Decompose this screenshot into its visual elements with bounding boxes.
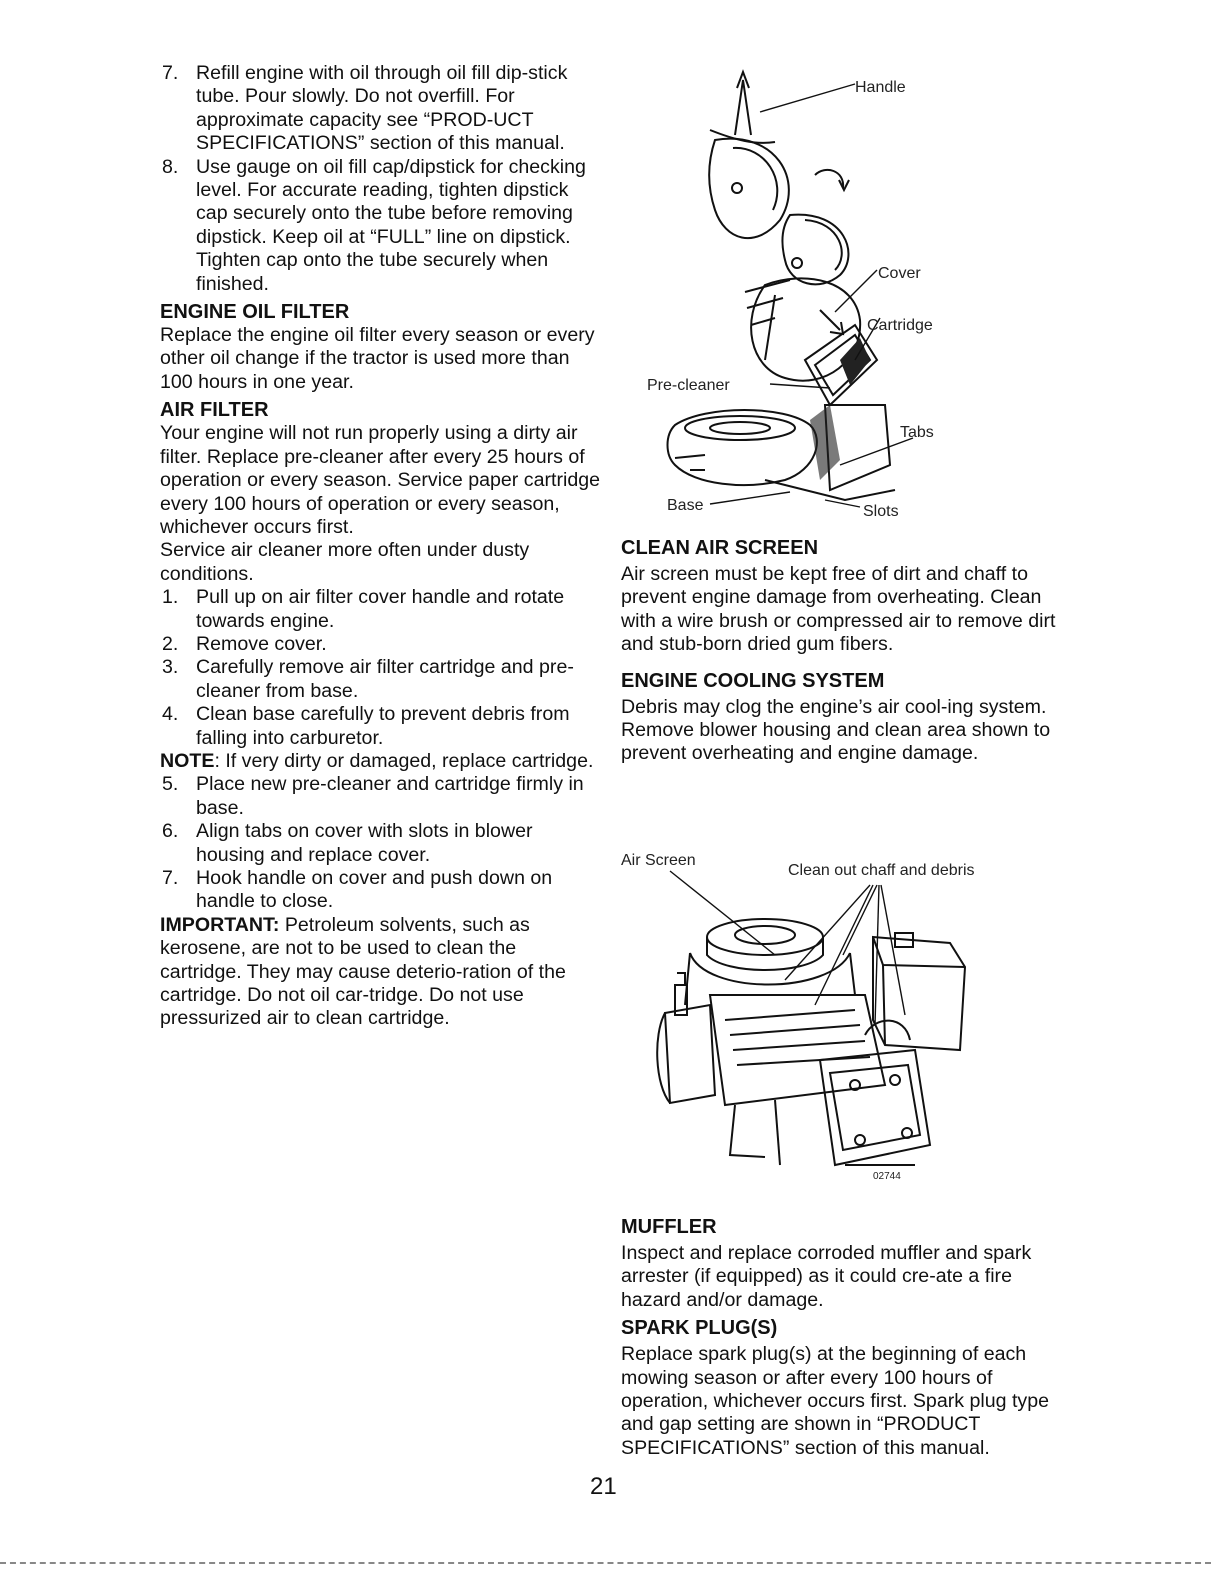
engine-oil-filter-text: Replace the engine oil filter every season or every other oil change if the tractor is used more than 100 hours in one year.: [160, 324, 595, 393]
engine-cooling-text: Debris may clog the engine’s air cool-ing system. Remove blower housing and clean area shown to prevent overheating and engine damage.: [621, 695, 1051, 765]
spark-plug-heading: SPARK PLUG(S): [621, 1317, 778, 1340]
clean-out-label: Clean out chaff and debris: [788, 862, 975, 879]
air-screen-label: Air Screen: [621, 852, 696, 869]
figure-code: 02744: [873, 1171, 901, 1182]
important-paragraph: IMPORTANT: Petroleum solvents, such as kerosene, are not to be used to clean the cartridge. They may cause deterio-ration of the cartridge. Do not oil car-tridge. Do not use pressurized air to clean cartridge.: [160, 913, 566, 1030]
air-filter-paragraph-1: Your engine will not run properly using a dirty air filter. Replace pre-cleaner after every 25 hours of operation or every season. Service paper cartridge every 100 hours of operation or every season, whichever occurs first.: [160, 422, 601, 538]
list-item: 3. Carefully remove air filter cartridge and pre-cleaner from base.: [162, 656, 574, 702]
air-steps-list-2: [160, 773, 600, 913]
page-number: 21: [590, 1473, 617, 1500]
cover-label: Cover: [878, 265, 921, 282]
clean-air-screen-text: Air screen must be kept free of dirt and chaff to prevent engine damage from overheating. Clean with a wire brush or compressed air to remove dirt and stub-born dried gum fibers.: [621, 563, 1056, 656]
handle-label: Handle: [855, 79, 906, 96]
oil-steps-list: [160, 62, 600, 296]
base-label: Base: [667, 497, 704, 514]
left-column: [160, 62, 600, 1031]
air-steps-list: [160, 586, 600, 750]
tabs-label: Tabs: [900, 424, 934, 441]
muffler-text: Inspect and replace corroded muffler and spark arrester (if equipped) as it could cre-ate a fire hazard and/or damage.: [621, 1242, 1032, 1311]
right-column-upper: [621, 536, 1061, 766]
list-item: 6. Align tabs on cover with slots in blower housing and replace cover.: [162, 820, 533, 866]
list-item: 2. Remove cover.: [162, 632, 327, 655]
air-filter-heading: AIR FILTER: [160, 399, 269, 422]
engine-oil-filter-heading: ENGINE OIL FILTER: [160, 301, 350, 324]
list-item: 8. Use gauge on oil fill cap/dipstick for checking level. For accurate reading, tighten dipstick cap securely onto the tube before removing dipstick. Keep oil at “FULL” line on dipstick. Tighten cap onto the tube securely when finished.: [162, 155, 586, 295]
clean-air-screen-heading: CLEAN AIR SCREEN: [621, 537, 819, 559]
list-item: 7. Refill engine with oil through oil fill dip-stick tube. Pour slowly. Do not overfill. For approximate capacity see “PROD-UCT SPECIFICATIONS” section of this manual.: [162, 62, 568, 155]
cartridge-label: Cartridge: [867, 317, 933, 334]
note-paragraph: NOTE: If very dirty or damaged, replace cartridge.: [160, 749, 594, 772]
list-item: 7. Hook handle on cover and push down on handle to close.: [162, 867, 553, 913]
air-filter-paragraph-2: Service air cleaner more often under dusty conditions.: [160, 539, 530, 585]
page-bottom-rule: [0, 1562, 1211, 1564]
right-column-lower: [621, 1215, 1061, 1460]
slots-label: Slots: [863, 503, 899, 520]
air-filter-illustration: [615, 60, 1055, 525]
spark-plug-text: Replace spark plug(s) at the beginning of each mowing season or after every 100 hours of operation, whichever occurs first. Spark plug type and gap setting are shown in “PRODUCT SPECIFICATIONS” section of this manual.: [621, 1343, 1050, 1459]
engine-cooling-diagram: [615, 845, 1045, 1185]
pre-cleaner-label: Pre-cleaner: [647, 377, 730, 394]
list-item: 1. Pull up on air filter cover handle and rotate towards engine.: [162, 586, 565, 632]
list-item: 4. Clean base carefully to prevent debris from falling into carburetor.: [162, 703, 570, 749]
engine-cooling-heading: ENGINE COOLING SYSTEM: [621, 669, 885, 692]
engine-illustration: [615, 845, 1045, 1185]
list-item: 5. Place new pre-cleaner and cartridge firmly in base.: [162, 773, 584, 819]
muffler-heading: MUFFLER: [621, 1216, 717, 1238]
air-filter-diagram: [615, 60, 1055, 525]
